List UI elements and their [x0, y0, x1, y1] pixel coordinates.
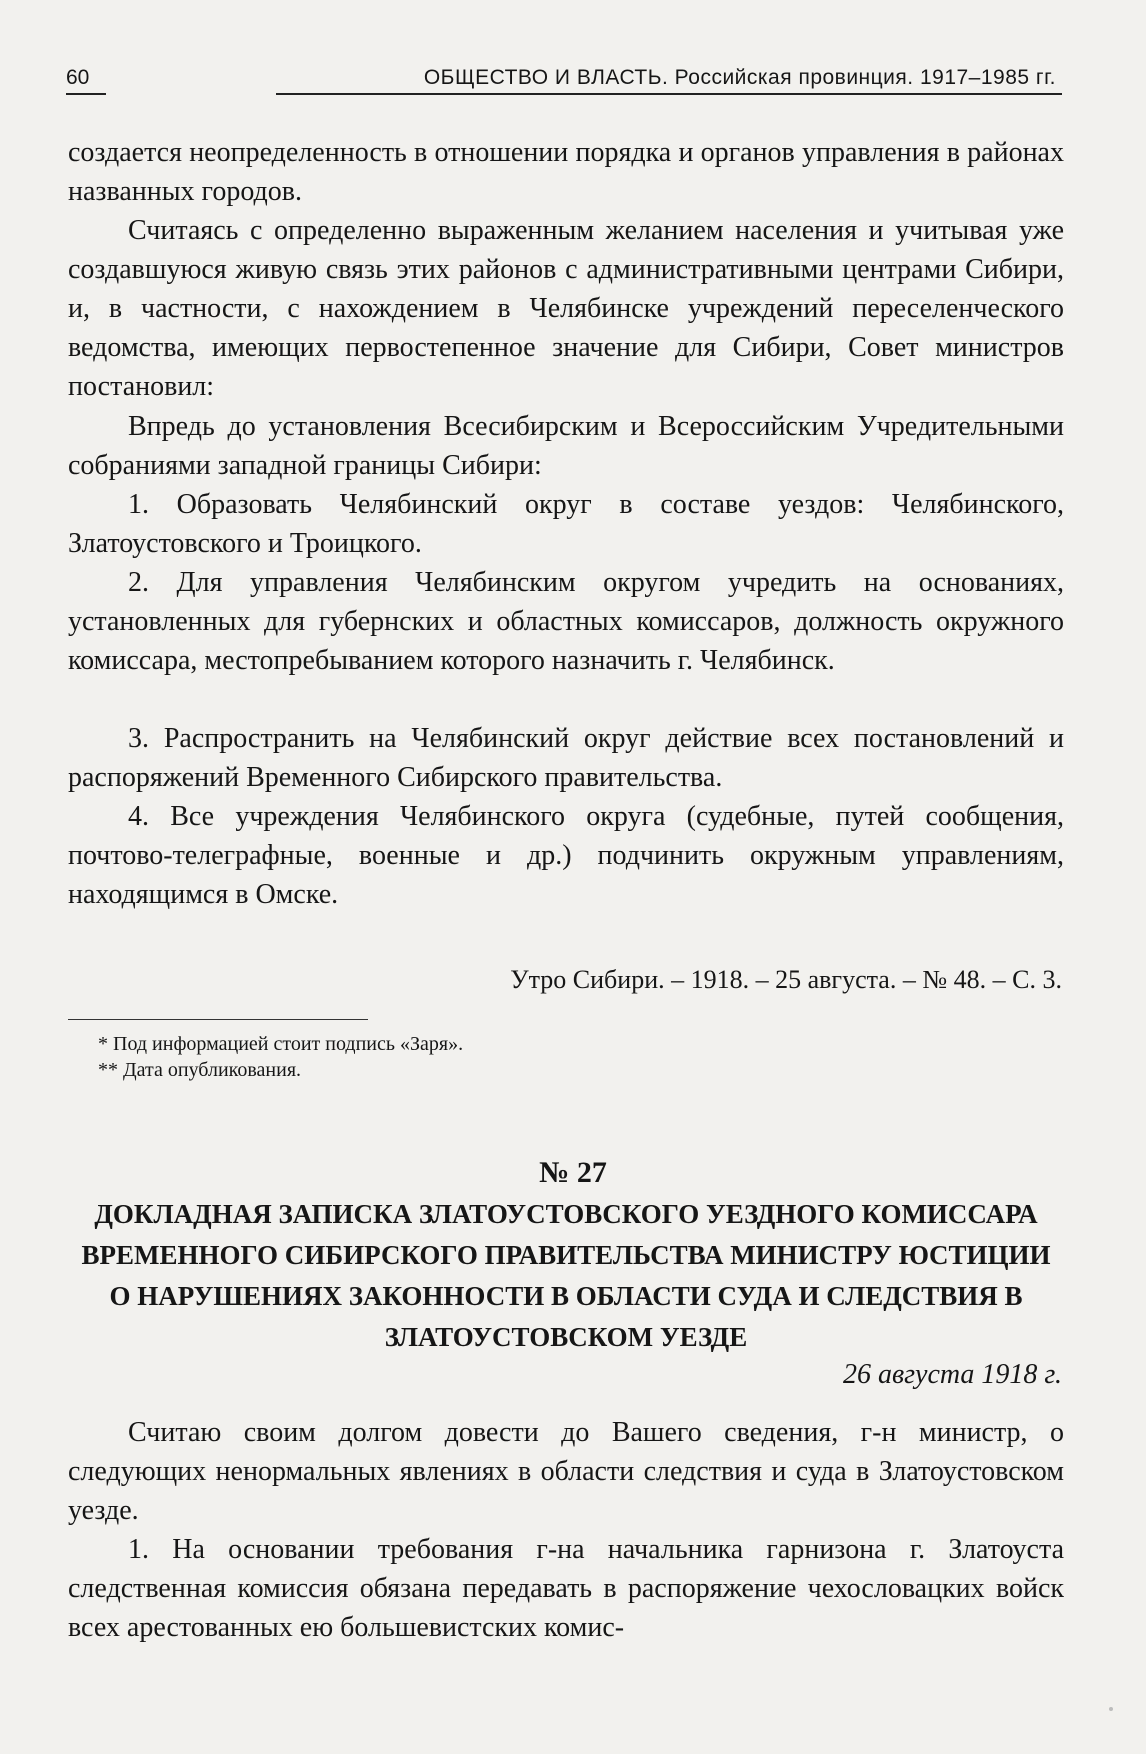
resolution-item-4: 4. Все учреждения Челябинского округа (судебные, путей сообщения, почтово-телеграфные, военные и др.) подчинить окружным управлениям, находящимся в Омске.: [68, 801, 1064, 910]
resolution-item-2: 2. Для управления Челябинским округом учредить на основаниях, установленных для губернских и областных комиссаров, должность окружного комиссара, местопребыванием которого назначить г. Челябинск.: [68, 567, 1064, 676]
header-rule-left: [66, 93, 106, 95]
document-paragraph-intro: Считаю своим долгом довести до Вашего сведения, г-н министр, о следующих ненормальных явлениях в области следствия и суда в Златоустовском уезде.: [68, 1417, 1064, 1526]
document-number: № 27: [539, 1156, 607, 1189]
page-number: 60: [66, 66, 90, 89]
resolution-item-1: 1. Образовать Челябинский округ в составе уездов: Челябинского, Златоустовского и Троицкого.: [68, 489, 1064, 559]
source-citation: Утро Сибири. – 1918. – 25 августа. – № 48. – С. 3.: [510, 965, 1062, 994]
document-paragraph-item-1: 1. На основании требования г-на начальника гарнизона г. Златоуста следственная комиссия обязана передавать в распоряжение чехословацких войск всех арестованных ею большевистских комис-: [68, 1534, 1064, 1643]
header-rule-right: [276, 93, 1062, 95]
footnote-rule: [68, 1019, 368, 1020]
footnote-1: * Под информацией стоит подпись «Заря».: [98, 1033, 464, 1055]
page-header: [66, 62, 1062, 100]
body-paragraph-preamble: Считаясь с определенно выраженным желанием населения и учитывая уже создавшуюся живую связь этих районов с административными центрами Сибири, и, в частности, с нахождением в Челябинске учреждений переселенческого ведомства, имеющих первостепенное значение для Сибири, Совет министров постановил:: [68, 215, 1064, 402]
body-paragraph-continued: создается неопределенность в отношении порядка и органов управления в районах названных городов.: [68, 137, 1064, 207]
footnote-2: ** Дата опубликования.: [98, 1059, 302, 1081]
running-title: ОБЩЕСТВО И ВЛАСТЬ. Российская провинция. 1917–1985 гг.: [423, 66, 1056, 89]
document-date: 26 августа 1918 г.: [842, 1359, 1062, 1390]
scan-dot-mark: [1106, 1704, 1116, 1714]
resolution-item-3: 3. Распространить на Челябинский округ действие всех постановлений и распоряжений Временного Сибирского правительства.: [68, 723, 1064, 793]
body-paragraph-resolution: Впредь до установления Всесибирским и Всероссийским Учредительными собраниями западной границы Сибири:: [68, 411, 1064, 481]
document-title: ДОКЛАДНАЯ ЗАПИСКА ЗЛАТОУСТОВСКОГО УЕЗДНОГО КОМИССАРА ВРЕМЕННОГО СИБИРСКОГО ПРАВИТЕЛЬСТВА МИНИСТРУ ЮСТИЦИИ О НАРУШЕНИЯХ ЗАКОННОСТИ В ОБЛАСТИ СУДА И СЛЕДСТВИЯ В ЗЛАТОУСТОВСКОМ УЕЗДЕ: [81, 1199, 1051, 1352]
